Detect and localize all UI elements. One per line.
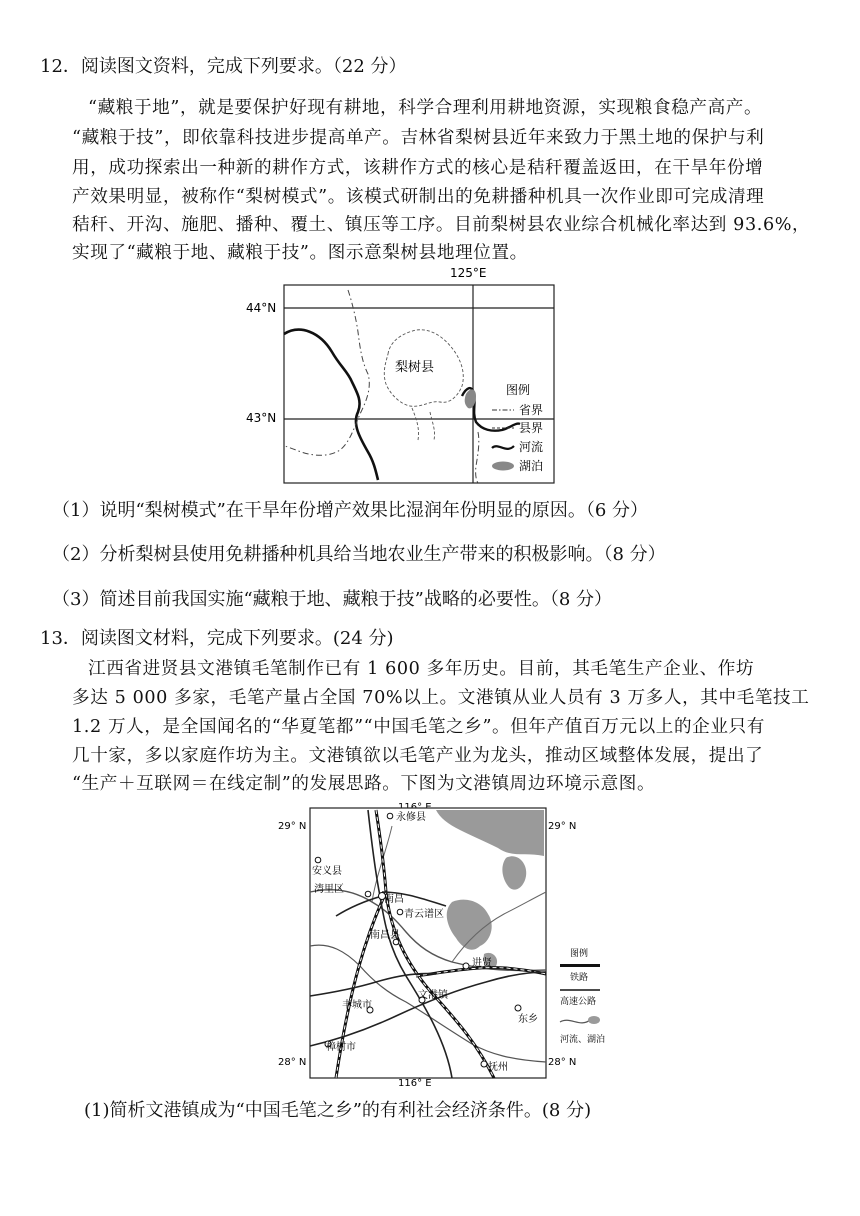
q12-sub-1: （1）说明“梨树模式”在干旱年份增产效果比湿润年份明显的原因。（6 分） — [52, 500, 649, 521]
q12-sub-3: （3）简述目前我国实施“藏粮于地、藏粮于技”战略的必要性。（8 分） — [52, 589, 613, 610]
map2-legend-railway: 铁路 — [570, 973, 589, 983]
map2-legend-railway-symbol — [560, 964, 600, 967]
map2-label-wengang: 文港镇 — [418, 990, 448, 1001]
map1-lon-label: 125°E — [450, 266, 487, 280]
q13-para-line-3: 1.2 万人，是全国闻名的“华夏笔都”“中国毛笔之乡”。但年产值百万元以上的企业只有 — [72, 717, 765, 737]
map1-legend-county: 县界 — [519, 421, 544, 435]
q13-para-line-1: 江西省进贤县文港镇毛笔制作已有 1 600 多年历史。目前，其毛笔生产企业、作坊 — [88, 659, 755, 679]
map2-lat-top-right: 29° N — [548, 821, 577, 832]
q12-para-line-4: 产效果明显，被称作“梨树模式”。该模式研制出的免耕播种机具一次作业即可完成清理 — [72, 187, 765, 207]
map2-label-zhangshu: 樟树市 — [326, 1042, 356, 1053]
map1-legend-provincial: 省界 — [519, 403, 544, 417]
map2-label-jinxian: 进贤 — [472, 958, 492, 969]
map2-label-fengcheng: 丰城市 — [342, 1000, 372, 1011]
map1-county-label: 梨树县 — [395, 360, 435, 375]
map1-county-border-inner-2 — [430, 412, 435, 440]
map2-label-wanli: 湾里区 — [314, 884, 344, 895]
map1-lat-bottom-label: 43°N — [246, 411, 277, 425]
map2-label-qingyunpu: 青云谱区 — [404, 909, 444, 920]
q13-sub-1: (1)简析文港镇成为“中国毛笔之乡”的有利社会经济条件。(8 分) — [84, 1100, 592, 1121]
map2-label-yongxiu: 永修县 — [396, 812, 426, 823]
map1-provincial-border-south — [476, 432, 479, 483]
map1-legend-lake-symbol — [492, 462, 514, 471]
map2-lat-bottom-left: 28° N — [278, 1057, 307, 1068]
q12-title: 12．阅读图文资料，完成下列要求。（22 分） — [40, 56, 407, 77]
q13-para-line-2: 多达 5 000 多家，毛笔产量占全国 70%以上。文港镇从业人员有 3 万多人，其中毛笔技工 — [72, 688, 810, 708]
q13-title: 13．阅读图文材料，完成下列要求。(24 分) — [40, 628, 394, 649]
map2-label-dongxiang: 东乡 — [518, 1014, 538, 1025]
map2-legend-expressway: 高速公路 — [560, 997, 597, 1007]
lishu-location-map — [240, 262, 580, 488]
map2-lon-bottom-label: 116° E — [398, 1078, 432, 1089]
map2-label-nanchang-county: 南昌县 — [370, 930, 400, 941]
map1-lat-top-label: 44°N — [246, 301, 277, 315]
map2-label-anyi: 安义县 — [312, 866, 342, 877]
map2-label-nanchang: 南昌 — [384, 894, 404, 905]
wengang-surroundings-map — [276, 796, 626, 1090]
map2-lat-bottom-right: 28° N — [548, 1057, 577, 1068]
q12-para-line-5: 秸秆、开沟、施肥、播种、覆土、镇压等工序。目前梨树县农业综合机械化率达到 93.6%， — [72, 215, 811, 235]
q12-para-line-2: “藏粮于技”，即依靠科技进步提高单产。吉林省梨树县近年来致力于黑土地的保护与利 — [72, 128, 765, 148]
map1-legend-river: 河流 — [519, 440, 544, 454]
q13-para-line-4: 几十家，多以家庭作坊为主。文港镇欲以毛笔产业为龙头，推动区域整体发展，提出了 — [72, 746, 764, 766]
q13-para-line-5: “生产＋互联网＝在线定制”的发展思路。下图为文港镇周边环境示意图。 — [72, 774, 656, 794]
map1-county-border-inner — [412, 408, 419, 440]
map2-legend-river-symbol — [560, 1020, 590, 1023]
map2-label-fuzhou: 抚州 — [488, 1062, 508, 1073]
map2-legend-river-lake: 河流、湖泊 — [560, 1035, 606, 1045]
map2-lat-top-left: 29° N — [278, 821, 307, 832]
map1-legend-river-symbol — [492, 446, 514, 449]
map2-legend-title: 图例 — [570, 949, 589, 959]
q12-para-line-6: 实现了“藏粮于地、藏粮于技”。图示意梨树县地理位置。 — [72, 243, 528, 263]
q12-para-line-1: “藏粮于地”，就是要保护好现有耕地，科学合理利用耕地资源，实现粮食稳产高产。 — [88, 98, 763, 118]
q12-sub-2: （2）分析梨树县使用免耕播种机具给当地农业生产带来的积极影响。（8 分） — [52, 544, 666, 565]
map1-legend-title: 图例 — [506, 383, 531, 397]
map1-legend-lake: 湖泊 — [519, 459, 544, 473]
map2-legend-lake-symbol — [588, 1016, 600, 1024]
q12-para-line-3: 用，成功探索出一种新的耕作方式，该耕作方式的核心是秸秆覆盖返田，在干旱年份增 — [72, 158, 764, 178]
